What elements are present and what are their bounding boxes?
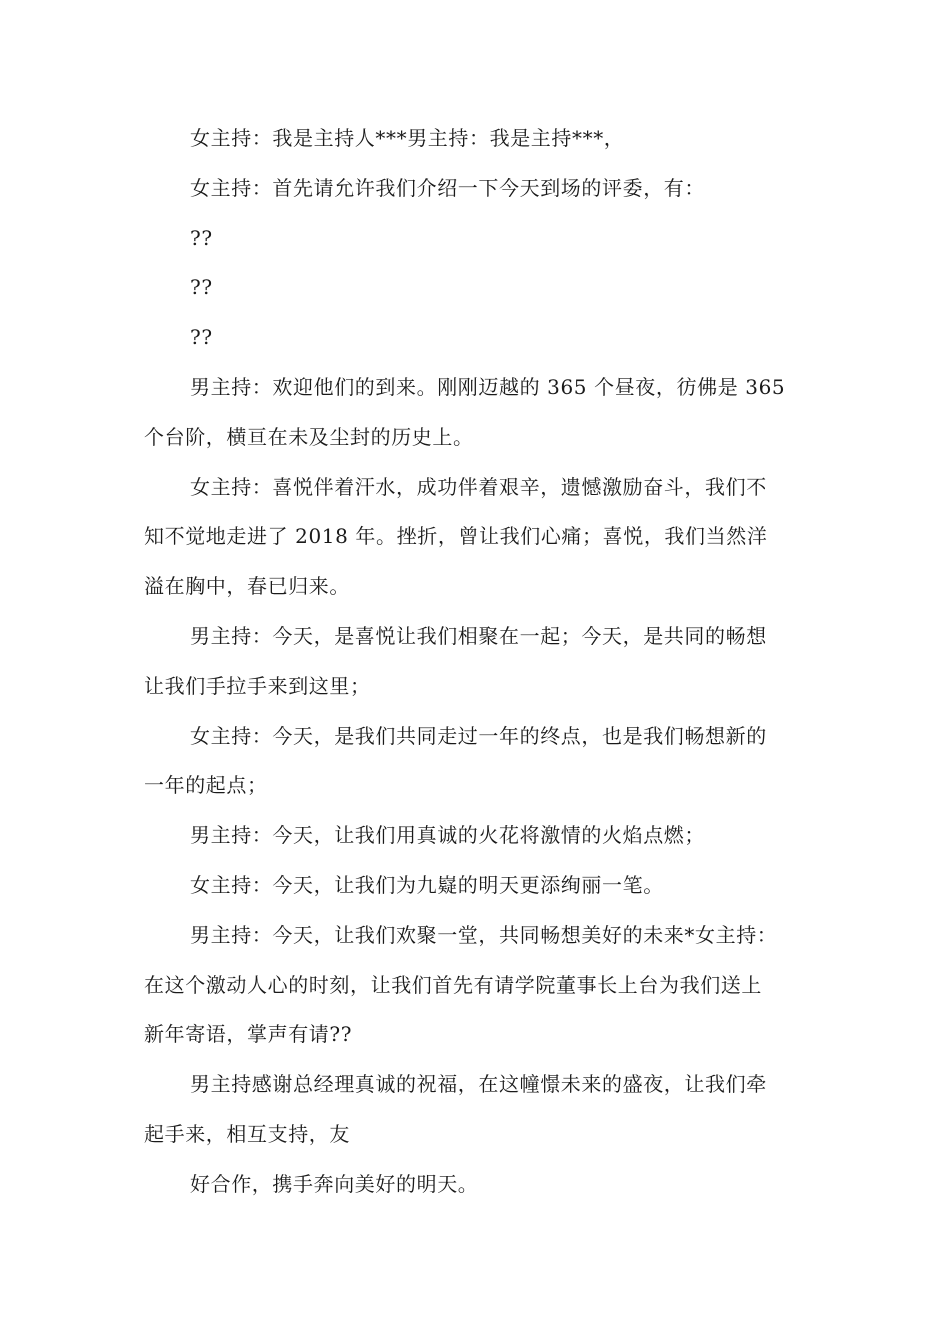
text-line: 个台阶，横亘在未及尘封的历史上。 [144,424,474,449]
paragraph [144,861,808,911]
text-line: 起手来，相互支持，友 [144,1121,350,1146]
paragraph [144,911,808,1060]
text-line: 男主持：欢迎他们的到来。刚刚迈越的 365 个昼夜，彷佛是 365 [190,374,786,399]
paragraph [144,811,808,861]
text-line: 知不觉地走进了 2018 年。挫折，曾让我们心痛；喜悦，我们当然洋 [144,524,768,549]
text-line: 新年寄语，掌声有请?? [144,1022,353,1047]
text-line: ?? [190,275,213,300]
paragraph [144,214,808,264]
text-line: 溢在胸中，春已归来。 [144,574,350,599]
paragraph [144,463,808,612]
text-line: ?? [190,325,213,350]
text-line: 在这个激动人心的时刻，让我们首先有请学院董事长上台为我们送上 [144,972,762,997]
text-line: 女主持：首先请允许我们介绍一下今天到场的评委，有： [190,175,705,200]
text-line: 男主持：今天，让我们用真诚的火花将激情的火焰点燃； [190,823,705,848]
paragraph [144,712,808,812]
text-line: ?? [190,225,213,250]
text-line: 女主持：今天，让我们为九嶷的明天更添绚丽一笔。 [190,872,664,897]
text-line: 女主持：我是主持人***男主持：我是主持***， [190,126,625,150]
text-line: 男主持：今天，让我们欢聚一堂，共同畅想美好的未来*女主持： [190,922,778,947]
paragraph [144,263,808,313]
document-body [144,114,808,1210]
text-line: 男主持：今天，是喜悦让我们相聚在一起；今天，是共同的畅想 [190,623,767,648]
paragraph [144,612,808,712]
paragraph [144,1060,808,1160]
paragraph [144,363,808,463]
paragraph [144,313,808,363]
text-line: 女主持：喜悦伴着汗水，成功伴着艰辛，遗憾激励奋斗，我们不 [190,474,767,499]
text-line: 让我们手拉手来到这里； [144,673,371,698]
text-line: 女主持：今天，是我们共同走过一年的终点，也是我们畅想新的 [190,723,767,748]
text-line: 好合作，携手奔向美好的明天。 [190,1171,479,1196]
paragraph [144,164,808,214]
paragraph [144,114,808,164]
paragraph [144,1160,808,1210]
text-line: 一年的起点； [144,773,268,798]
text-line: 男主持感谢总经理真诚的祝福，在这幢憬未来的盛夜，让我们牵 [190,1072,767,1097]
